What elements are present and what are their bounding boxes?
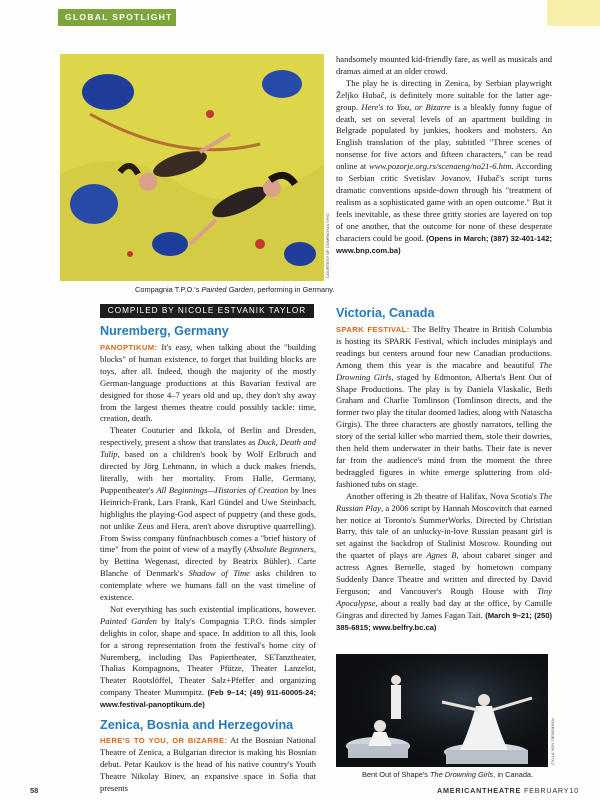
nuremberg-contact: (Feb 9–14; (49) 911-60005-24; www.festival-panoptikum.de): [100, 688, 316, 710]
victoria-contact: (March 9–21; (250) 385-6815; www.belfry.bc.ca): [336, 610, 552, 632]
page-number: 58: [30, 786, 39, 795]
nuremberg-p3: Not everything has such existential implications, however. Painted Garden by Italy's Compagnia T.P.O. finds simpler delights in color, shape and space. In addition to all this, look for a strong representation from the festival's home city of Nuremberg, including Das Papiertheater, SETanztheater, Thalias Kompagnons, Theater Pfütze, Theater Lanzelot, Theater Rootslöffel, Theater Salz+Pfeffer and organizing company Theater Mummpitz. (Feb 9–14; (49) 911-60005-24; www.festival-panoptikum.de): [100, 603, 316, 710]
zenica-continued-p2: The play he is directing in Zenica, by Serbian playwright Željko Hubač, is definitely more suitable for the latter age-group. Here's to You, or Bizarre is a bleakly funny fugue of death, set on several levels of an apartment building in Belgrade populated by junkies, hookers and mobsters. An English translation of the play, subtitled "Three scenes of nonsense for five actors and fifteen characters," can be read online at www.pozorje.org.rs/scenaeng/no21-6.htm. According to Serbian critic Svetislav Jovanov, Hubač's script turns dramatic conventions upside-down through his "treatment of realism as a sophisticated game with an open outcome." But it feels inevitable, as these three gritty stories are layered on top of one another, that the outcome for none of these desperate characters could be good. (Opens in March; (387) 32-401-142; www.bnp.com.ba): [336, 77, 553, 255]
zenica-heading: Zenica, Bosnia and Herzegovina: [100, 718, 294, 733]
painted-garden-photo: [60, 54, 324, 281]
bottom-photo-credit: CYLLA VON TIEDEMANN: [550, 718, 555, 765]
victoria-p2: Another offering is 2b theatre of Halifax, Nova Scotia's The Russian Play, a 2006 script by Hannah Moscovitch that earned her notice at Toronto's SummerWorks. Directed by Christian Barry, this tale of an unlucky-in-love Russian peasant girl is set against the backdrop of Stalinist Moscow. Rounding out the quartet of plays are Agnes B, about cabaret singer and actress Agnes Bernelle, staged by hometown company Suddenly Dance Theatre and written and directed by David Ferguson; and Vancouver's Rough House with Tiny Apocalypse, about a really bad day at the office, by Camille Gingras and directed by James Fagan Tait. (March 9–21; (250) 385-6815; www.belfry.bc.ca): [336, 490, 552, 632]
painted-garden-illustration: [60, 54, 324, 281]
left-column: [100, 324, 316, 795]
right-column-top: [336, 54, 552, 256]
top-photo-caption: Compagnia T.P.O.'s Painted Garden, performing in Germany.: [135, 285, 335, 294]
drowning-girls-photo: [336, 654, 548, 767]
right-column-victoria: [336, 306, 552, 634]
nuremberg-p1: PANOPTIKUM: It's easy, when talking about the "building blocks" of human existence, to forget that building blocks are toys, after all. Indeed, though the majority of the mostly German-language productions at this Bavarian festival are designed for those 4–7 years old and up, they don't shy away from the largest themes theatre could possibly tackle: time, creation, death.: [100, 342, 316, 424]
byline-bar: COMPILED BY NICOLE ESTVANIK TAYLOR: [100, 304, 314, 318]
top-photo-credit: COURTESY OF COMPAGNIA T.P.O.: [325, 212, 330, 278]
nuremberg-p2: Theater Couturier and Ikkola, of Berlin and Dresden, respectively, present a show that translates as Duck, Death and Tulip, based on a children's book by Wolf Erlbruch and directed by Jörg Lehmann, in which a duck makes friends, literally, with her mortality. From Halle, Germany, Puppentheater's All Beginnings—Histories of Creation by Ines Heinrich-Frank, Lars Frank, Karl Gündel and Uwe Steinbach, highlights the playing-God aspect of puppetry (and these gods, not unlike Zeus and Hera, aren't above disruptive quarrelling). From Swiss company fünfnachbusch comes a "brief history of time" from the point of view of a mayfly (Absolute Beginners, by Bettina Wegenast, directed by Beatrix Bühler). Carte Blanche of Denmark's Shadow of Time asks children to contemplate where we humans fall on the vast timeline of existence.: [100, 425, 317, 603]
sticky-note: [547, 0, 600, 26]
footer-magazine: AMERICANTHEATRE FEBRUARY10: [437, 786, 579, 795]
bottom-photo-caption: Bent Out of Shape's The Drowning Girls, in Canada.: [362, 770, 534, 779]
victoria-heading: Victoria, Canada: [336, 306, 435, 320]
zenica-continued-p1: handsomely mounted kid-friendly fare, as well as musicals and dramas aimed at an older crowd.: [336, 54, 552, 76]
nuremberg-heading: Nuremberg, Germany: [100, 324, 229, 338]
zenica-contact: (Opens in March; (387) 32-401-142; www.bnp.com.ba): [336, 233, 553, 255]
victoria-p1: SPARK FESTIVAL: The Belfry Theatre in British Columbia is hosting its SPARK Festival, which includes miniplays and readings but centers around four new Canadian productions. Among them this year is the macabre and beautiful The Drowning Girls, staged by Edmonton, Alberta's Bent Out of Shape Productions. The play is by Daniela Vlaskalic, Beth Graham and Charlie Tomlinson (Tomlinson directs, and the former two play the titular doomed ladies, along with Natascha Girgis). The three characters are ghostly narrators, telling the story of the serial killer who married them, stole their dowries, then held them underwater in their baths. Their fate is never far from the audience's mind from the moment the three bedraggled figures in white emerge spluttering from old-fashioned tubs on stage.: [336, 324, 553, 489]
section-tab: GLOBAL SPOTLIGHT: [58, 9, 176, 26]
drowning-girls-illustration: [336, 654, 548, 767]
zenica-p1: HERE'S TO YOU, OR BIZARRE: At the Bosnian National Theatre of Zenica, a Bulgarian director is making his Bosnian debut. Petar Kaukov is the head of his native country's Youth Theatre Nikolay Binev, an expansive space in Sofia that presents: [100, 735, 317, 793]
standing-figure: [391, 675, 401, 719]
